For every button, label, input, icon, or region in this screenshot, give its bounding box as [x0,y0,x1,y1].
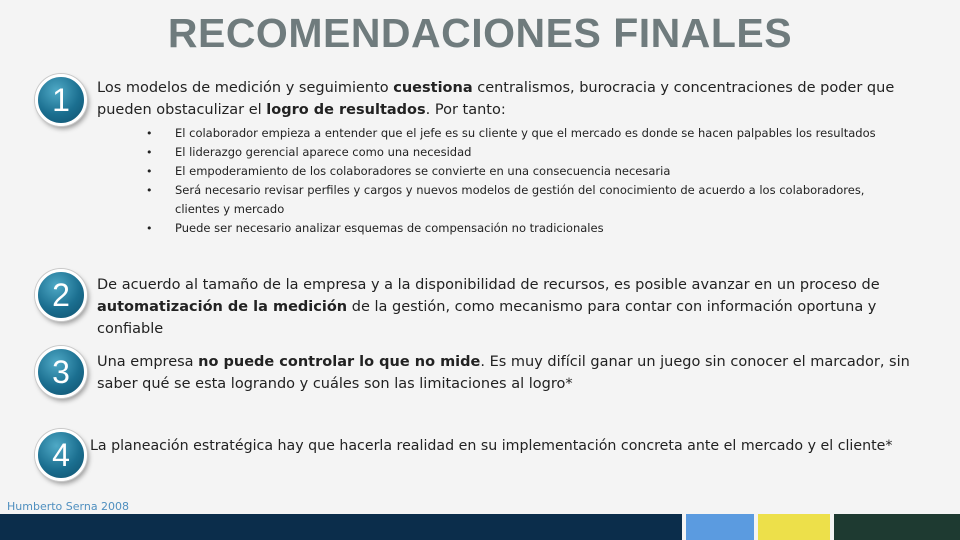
recommendation-4-text [90,435,955,457]
number-badge-2: 2 [35,269,87,321]
slide-title: RECOMENDACIONES FINALES [167,10,793,56]
text-segment: La planeación estratégica hay que hacerla realidad en su implementación concreta ante el mercado y el cliente* [90,438,893,454]
footer-bar-yellow [758,514,830,540]
bold-segment: automatización de la medición [97,299,348,315]
recommendation-2-text [97,274,917,340]
footer-bar-dark-green [834,514,960,540]
list-item: • Será necesario revisar perfiles y cargos y nuevos modelos de gestión del conocimiento de acuerdo a los colaboradores, clientes y mercado [150,181,890,219]
list-item: • El empoderamiento de los colaboradores se convierte en una consecuencia necesaria [150,162,890,181]
list-item: • El liderazgo gerencial aparece como una necesidad [150,143,890,162]
recommendation-1-bullets [150,124,890,238]
text-segment: de la gestión, como mecanismo para contar con información oportuna y confiable [97,299,877,337]
text-segment: Una empresa [97,354,199,370]
number-badge-4: 4 [35,429,87,481]
text-segment: centralismos, burocracia y concentraciones de poder que pueden obstaculizar el [97,80,895,118]
footer-bar-navy [0,514,682,540]
source-credit: Humberto Serna 2008 [7,500,130,513]
list-item: • Puede ser necesario analizar esquemas de compensación no tradicionales [150,219,890,238]
text-segment: . Por tanto: [425,102,506,118]
recommendation-3-text [97,351,927,395]
text-segment: . Es muy difícil ganar un juego sin conocer el marcador, sin saber qué se esta logrando y cuáles son las limitaciones al logro* [97,354,910,392]
number-badge-1: 1 [35,74,87,126]
list-item: • El colaborador empieza a entender que el jefe es su cliente y que el mercado es donde se hacen palpables los resultados [150,124,890,143]
bold-segment: cuestiona [393,80,473,96]
text-segment: De acuerdo al tamaño de la empresa y a la disponibilidad de recursos, es posible avanzar en un proceso de [97,277,880,293]
footer-bar-blue [686,514,754,540]
bold-segment: no puede controlar lo que no mide [198,354,481,370]
number-badge-3: 3 [35,346,87,398]
recommendation-1-text [97,77,937,121]
text-segment: Los modelos de medición y seguimiento [97,80,394,96]
bold-segment: logro de resultados [266,102,426,118]
